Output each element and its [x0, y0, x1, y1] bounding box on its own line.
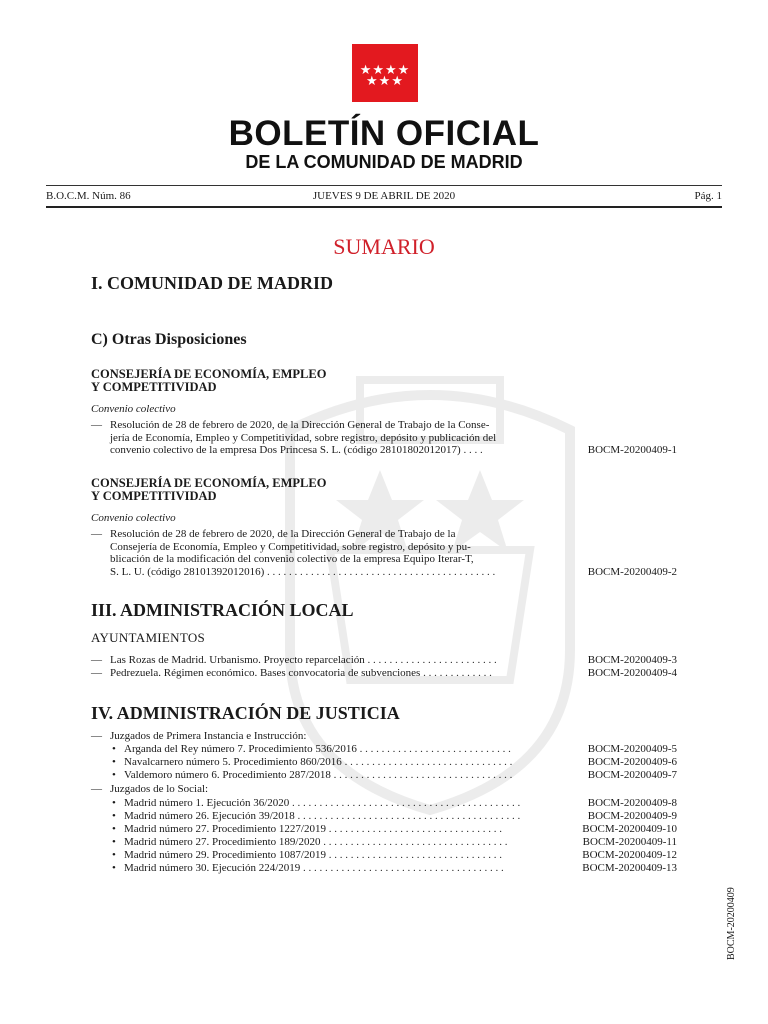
- j2-row-1: [124, 797, 530, 810]
- entry1-type: Convenio colectivo: [91, 403, 176, 415]
- entry2-dash: —: [91, 528, 102, 540]
- bullet: •: [112, 756, 116, 768]
- leader-dots: . . . . . . . . . . . . . . . . . . . . . . . . . . . . . . . . . . . . . . . . .: [294, 810, 521, 822]
- group1-heading: Juzgados de Primera Instancia e Instrucción:: [110, 730, 307, 742]
- local1-row: [110, 654, 530, 667]
- entry2-heading-line1: CONSEJERÍA DE ECONOMÍA, EMPLEO: [91, 476, 327, 490]
- j2-row-3: [124, 823, 530, 836]
- entry2-line4: S. L. U. (código 28101392012016): [110, 566, 265, 578]
- entry2-ref[interactable]: BOCM-20200409-2: [587, 566, 677, 578]
- group2-heading: Juzgados de lo Social:: [110, 783, 209, 795]
- stars-row-bottom: ★★★: [366, 74, 404, 89]
- leader-dots: . . . . . . . . . . . . . . . . . . . . . . . . . . . . . . . . . . . . .: [300, 862, 504, 874]
- j2-text-6: Madrid número 30. Ejecución 224/2019: [124, 862, 301, 874]
- bullet: •: [112, 743, 116, 755]
- j1-row-3: [124, 769, 530, 782]
- entry1-dash: —: [91, 419, 102, 431]
- entry1-line3-row: [110, 444, 530, 457]
- j1-row-1: [124, 743, 530, 756]
- local1-ref[interactable]: BOCM-20200409-3: [587, 654, 677, 666]
- leader-dots: . . . . . . . . . . . . . . . . . . . . . . . . . . . . . . .: [341, 756, 513, 768]
- j2-row-6: [124, 862, 530, 875]
- bullet: •: [112, 849, 116, 861]
- header-rule-top: [46, 185, 722, 186]
- leader-dots: . . . . . . . . . . . . . . . . . . . . . . . . . . . . . . . . .: [330, 769, 513, 781]
- j2-ref-4[interactable]: BOCM-20200409-11: [582, 836, 677, 848]
- leader-dots: . . . . . . . . . . . . . . . . . . . . . . . . . . . . . . . . . . . . . . . . . .: [264, 566, 496, 578]
- page-number: Pág. 1: [694, 190, 722, 202]
- j1-text-2: Navalcarnero número 5. Procedimiento 860/2016: [124, 756, 342, 768]
- leader-dots: . . . . . . . . . . . . . . . . . . . . . . . . . . . .: [356, 743, 511, 755]
- j1-ref-2[interactable]: BOCM-20200409-6: [587, 756, 677, 768]
- leader-dots: . . . . . . . . . . . . . . . . . . . . . . . . . . . . . . . . . .: [320, 836, 508, 848]
- ayuntamientos-heading: AYUNTAMIENTOS: [91, 630, 206, 645]
- entry2-type: Convenio colectivo: [91, 512, 176, 524]
- issue-date: JUEVES 9 DE ABRIL DE 2020: [312, 190, 456, 202]
- j1-text-3: Valdemoro número 6. Procedimiento 287/2018: [124, 769, 331, 781]
- entry1-line3: convenio colectivo de la empresa Dos Princesa S. L. (código 28101802012017): [110, 444, 461, 456]
- header-rule-bottom: [46, 206, 722, 208]
- j2-text-2: Madrid número 26. Ejecución 39/2018: [124, 810, 295, 822]
- j2-ref-1[interactable]: BOCM-20200409-8: [587, 797, 677, 809]
- j2-text-3: Madrid número 27. Procedimiento 1227/2019: [124, 823, 326, 835]
- j2-ref-6[interactable]: BOCM-20200409-13: [582, 862, 677, 874]
- entry2-heading-line2: Y COMPETITIVIDAD: [91, 489, 217, 503]
- entry2-line4-row: [110, 566, 530, 579]
- local1-text: Las Rozas de Madrid. Urbanismo. Proyecto reparcelación: [110, 654, 365, 666]
- local1-dash: —: [91, 654, 102, 666]
- entry1-heading-line1: CONSEJERÍA DE ECONOMÍA, EMPLEO: [91, 367, 327, 381]
- local2-dash: —: [91, 667, 102, 679]
- leader-dots: . . . . . . . . . . . . . . . . . . . . . . . .: [364, 654, 497, 666]
- j2-row-2: [124, 810, 530, 823]
- side-bocm-code: BOCM-20200409: [726, 887, 737, 960]
- j2-ref-3[interactable]: BOCM-20200409-10: [582, 823, 677, 835]
- j1-ref-3[interactable]: BOCM-20200409-7: [587, 769, 677, 781]
- issue-number: B.O.C.M. Núm. 86: [46, 190, 131, 202]
- entry1-line1: Resolución de 28 de febrero de 2020, de la Dirección General de Trabajo de la Conse-: [110, 419, 490, 431]
- bullet: •: [112, 836, 116, 848]
- local2-ref[interactable]: BOCM-20200409-4: [587, 667, 677, 679]
- bullet: •: [112, 823, 116, 835]
- j2-ref-5[interactable]: BOCM-20200409-12: [582, 849, 677, 861]
- entry2-line1: Resolución de 28 de febrero de 2020, de la Dirección General de Trabajo de la: [110, 528, 456, 540]
- leader-dots: . . . . . . . . . . . . . . . . . . . . . . . . . . . . . . . .: [325, 823, 502, 835]
- entry1-line2: jería de Economía, Empleo y Competitividad, sobre registro, depósito y publicación del: [110, 431, 497, 444]
- leader-dots: . . . . . . . . . . . . . . . . . . . . . . . . . . . . . . . . . . . . . . . . . .: [289, 797, 521, 809]
- section-iv-title: IV. ADMINISTRACIÓN DE JUSTICIA: [91, 703, 400, 723]
- leader-dots: . . . .: [460, 444, 483, 456]
- section-c-subtitle: C) Otras Disposiciones: [91, 331, 247, 348]
- group2-dash: —: [91, 783, 102, 795]
- entry2-line3: blicación de la modificación del convenio colectivo de la empresa Equipo Iterar-T,: [110, 553, 474, 565]
- masthead-subtitle: DE LA COMUNIDAD DE MADRID: [245, 152, 523, 172]
- local2-row: [110, 667, 530, 680]
- section-i-title: I. COMUNIDAD DE MADRID: [91, 273, 333, 293]
- j2-row-4: [124, 836, 530, 849]
- j2-text-1: Madrid número 1. Ejecución 36/2020: [124, 797, 290, 809]
- entry1-ref[interactable]: BOCM-20200409-1: [587, 444, 677, 456]
- j1-ref-1[interactable]: BOCM-20200409-5: [587, 743, 677, 755]
- entry1-heading-line2: Y COMPETITIVIDAD: [91, 380, 217, 394]
- j2-text-5: Madrid número 29. Procedimiento 1087/2019: [124, 849, 326, 861]
- bullet: •: [112, 769, 116, 781]
- entry2-line2: Consejería de Economía, Empleo y Competitividad, sobre registro, depósito y pu-: [110, 540, 471, 553]
- bullet: •: [112, 810, 116, 822]
- group1-dash: —: [91, 730, 102, 742]
- j2-text-4: Madrid número 27. Procedimiento 189/2020: [124, 836, 321, 848]
- local2-text: Pedrezuela. Régimen económico. Bases convocatoria de subvenciones: [110, 667, 421, 679]
- stars-row-top: ★★★★: [359, 63, 411, 78]
- j2-ref-2[interactable]: BOCM-20200409-9: [587, 810, 677, 822]
- j2-row-5: [124, 849, 530, 862]
- j1-text-1: Arganda del Rey número 7. Procedimiento 536/2016: [124, 743, 357, 755]
- bullet: •: [112, 862, 116, 874]
- leader-dots: . . . . . . . . . . . . . . . . . . . . . . . . . . . . . . . .: [325, 849, 502, 861]
- leader-dots: . . . . . . . . . . . . .: [420, 667, 492, 679]
- bullet: •: [112, 797, 116, 809]
- comunidad-madrid-flag-logo: [352, 44, 418, 102]
- section-iii-title: III. ADMINISTRACIÓN LOCAL: [91, 600, 354, 620]
- sumario-heading: SUMARIO: [333, 234, 435, 259]
- masthead-title: BOLETÍN OFICIAL: [228, 114, 540, 153]
- j1-row-2: [124, 756, 530, 769]
